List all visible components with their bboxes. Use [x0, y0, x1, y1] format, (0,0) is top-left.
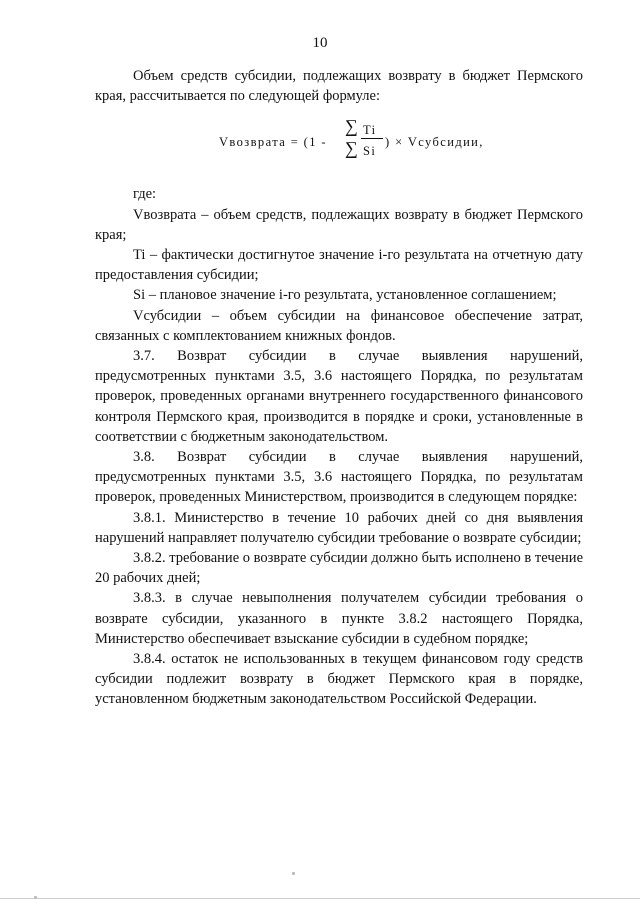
sum-symbol-denominator: ∑ — [345, 138, 358, 159]
definition-v-return: Vвозврата – объем средств, подлежащих возврату в бюджет Пермского края; — [95, 206, 583, 243]
clause-3-8-4: 3.8.4. остаток не использованных в текущем финансовом году средств субсидии подлежит возврату в бюджет Пермского края в порядке, установленном бюджетным законодательством Российской Федерации. — [95, 651, 583, 708]
scan-artifact — [34, 896, 37, 899]
scan-artifact — [292, 872, 295, 875]
document-body — [95, 66, 583, 710]
formula-left: Vвозврата = (1 - — [219, 135, 327, 150]
definition-v-subsidy: Vсубсидии – объем субсидии на финансовое обеспечение затрат, связанных с комплектованием книжных фондов. — [95, 307, 583, 344]
clause-3-8-3: 3.8.3. в случае невыполнения получателем субсидии требования о возврате субсидии, указанного в пункте 3.8.2 настоящего Порядка, Министерство обеспечивает взыскание субсидии в судебном порядке; — [95, 590, 583, 647]
definition-si: Si – плановое значение i-го результата, установленное соглашением; — [133, 287, 557, 304]
clause-3-8-2: 3.8.2. требование о возврате субсидии должно быть исполнено в течение 20 рабочих дней; — [95, 550, 583, 587]
formula-right: ) × Vсубсидии, — [385, 135, 484, 150]
clause-3-7: 3.7. Возврат субсидии в случае выявления нарушений, предусмотренных пунктами 3.5, 3.6 настоящего Порядка, по результатам проверок, проведенных органами внутреннего государственного финансового контроля Пермского края, производится в порядке и сроки, установленные в соответствии с бюджетным законодательством. — [95, 348, 583, 445]
page-number: 10 — [312, 35, 328, 51]
clause-3-8: 3.8. Возврат субсидии в случае выявления нарушений, предусмотренных пунктами 3.5, 3.6 настоящего Порядка, по результатам проверок, проведенных Министерством, производится в следующем порядке: — [95, 449, 583, 506]
formula-fraction — [345, 117, 383, 161]
formula-numerator: Ti — [363, 123, 377, 138]
sum-symbol-numerator: ∑ — [345, 116, 358, 137]
definition-ti: Ti – фактически достигнутое значение i-го результата на отчетную дату предоставления субсидии; — [95, 247, 583, 284]
formula-denominator: Si — [363, 144, 377, 159]
scan-bottom-edge — [0, 898, 640, 899]
clause-3-8-1: 3.8.1. Министерство в течение 10 рабочих дней со дня выявления нарушений направляет получателю субсидии требование о возврате субсидии; — [95, 509, 583, 546]
where-label: где: — [133, 186, 157, 203]
refund-formula — [95, 114, 583, 172]
intro-paragraph: Объем средств субсидии, подлежащих возврату в бюджет Пермского края, рассчитывается по следующей формуле: — [95, 68, 583, 105]
fraction-bar — [361, 138, 383, 139]
